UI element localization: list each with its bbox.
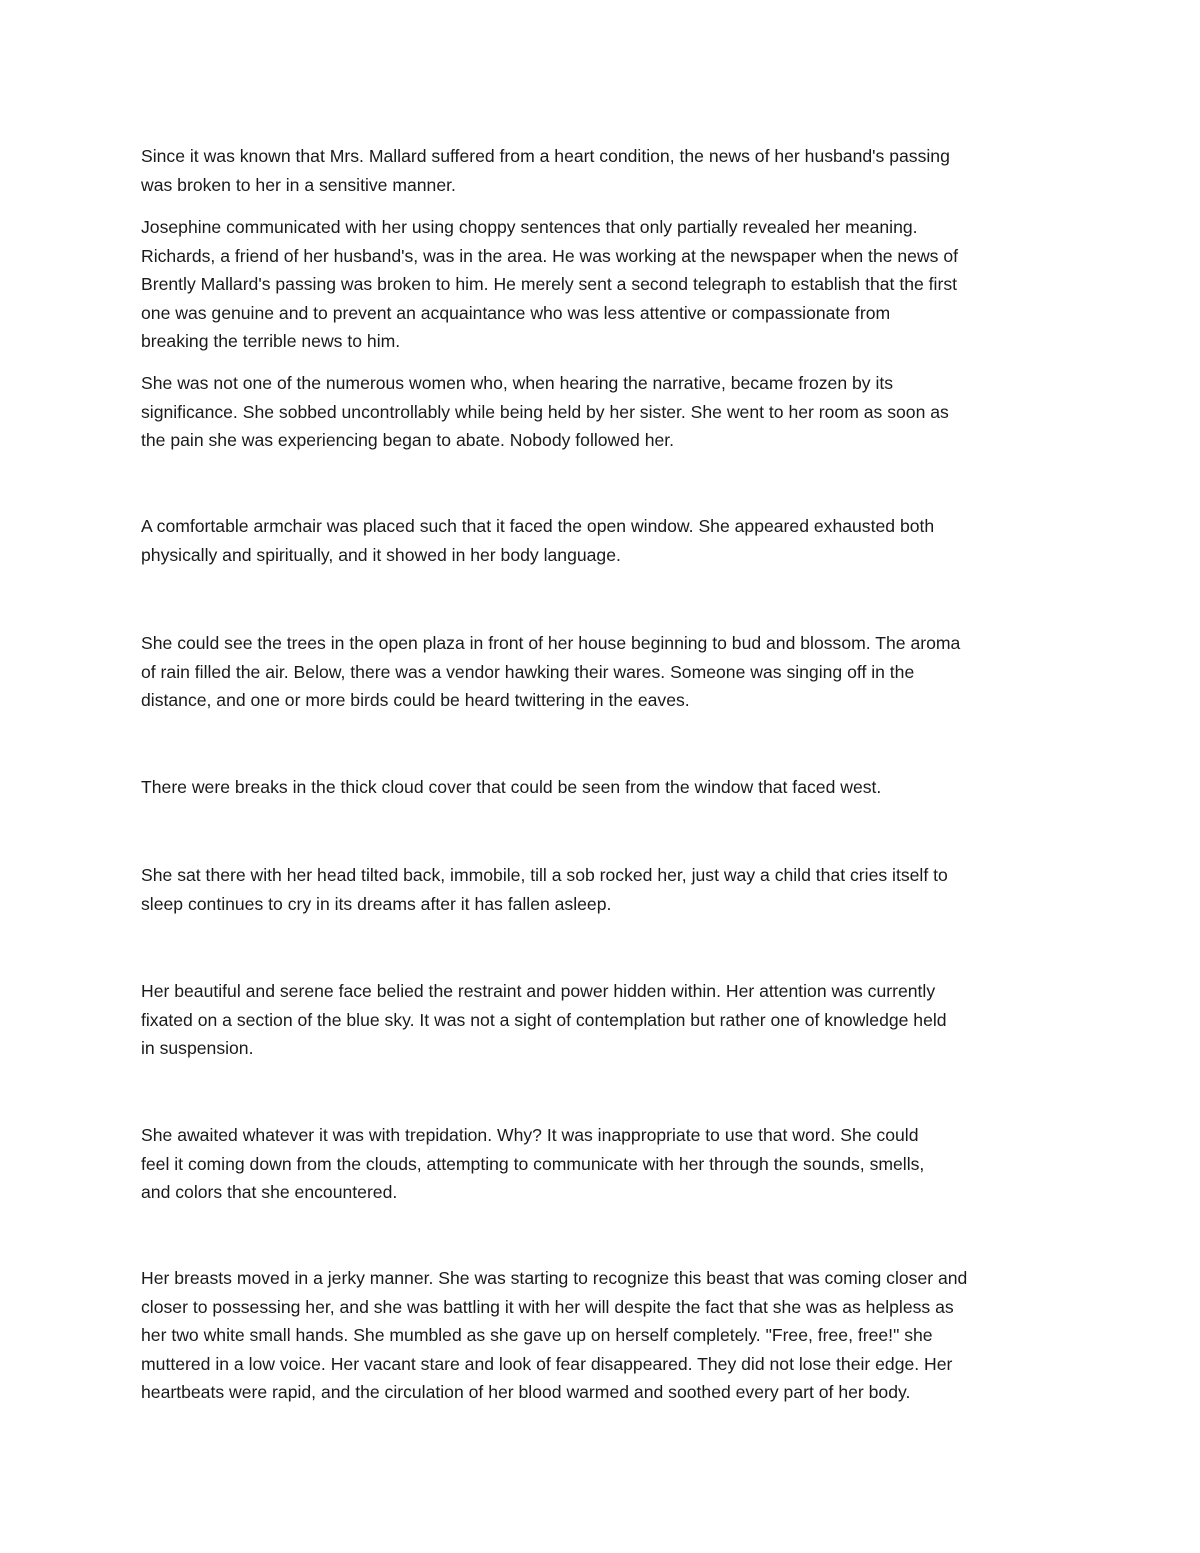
paragraph-10: Her breasts moved in a jerky manner. She was starting to recognize this beast that was coming closer and closer to possessing her, and she was battling it with her will despite the fact that she was as helpless as her two white small hands. She mumbled as she gave up on herself completely. "Free, free, free!" she muttered in a low voice. Her vacant stare and look of fear disappeared. They did not lose their edge. Her heartbeats were rapid, and the circulation of her blood warmed and soothed every part of her body. [141,1268,968,1403]
paragraph-2: Josephine communicated with her using choppy sentences that only partially revealed her meaning. Richards, a friend of her husband's, was in the area. He was working at the newspaper when the news of Brently Mallard's passing was broken to him. He merely sent a second telegraph to establish that the first one was genuine and to prevent an acquaintance who was less attentive or compassionate from breaking the terrible news to him. [141,217,959,352]
paragraph-6: There were breaks in the thick cloud cover that could be seen from the window that faced west. [141,777,882,797]
paragraph-1: Since it was known that Mrs. Mallard suffered from a heart condition, the news of her husband's passing was broken to her in a sensitive manner. [141,146,950,195]
paragraph-7: She sat there with her head tilted back, immobile, till a sob rocked her, just way a child that cries itself to sleep continues to cry in its dreams after it has fallen asleep. [141,865,948,914]
paragraph-3: She was not one of the numerous women who, when hearing the narrative, became frozen by its significance. She sobbed uncontrollably while being held by her sister. She went to her room as soon as the pain she was experiencing began to abate. Nobody followed her. [141,373,949,451]
paragraph-8: Her beautiful and serene face belied the restraint and power hidden within. Her attention was currently fixated on a section of the blue sky. It was not a sight of contemplation but rather one of knowledge held in suspension. [141,981,947,1059]
paragraph-5: She could see the trees in the open plaza in front of her house beginning to bud and blossom. The aroma of rain filled the air. Below, there was a vendor hawking their wares. Someone was singing off in the distance, and one or more birds could be heard twittering in the eaves. [141,633,961,711]
paragraph-9: She awaited whatever it was with trepidation. Why? It was inappropriate to use that word. She could feel it coming down from the clouds, attempting to communicate with her through the sounds, smells, and colors that she encountered. [141,1125,925,1203]
paragraph-4: A comfortable armchair was placed such that it faced the open window. She appeared exhausted both physically and spiritually, and it showed in her body language. [141,516,935,565]
